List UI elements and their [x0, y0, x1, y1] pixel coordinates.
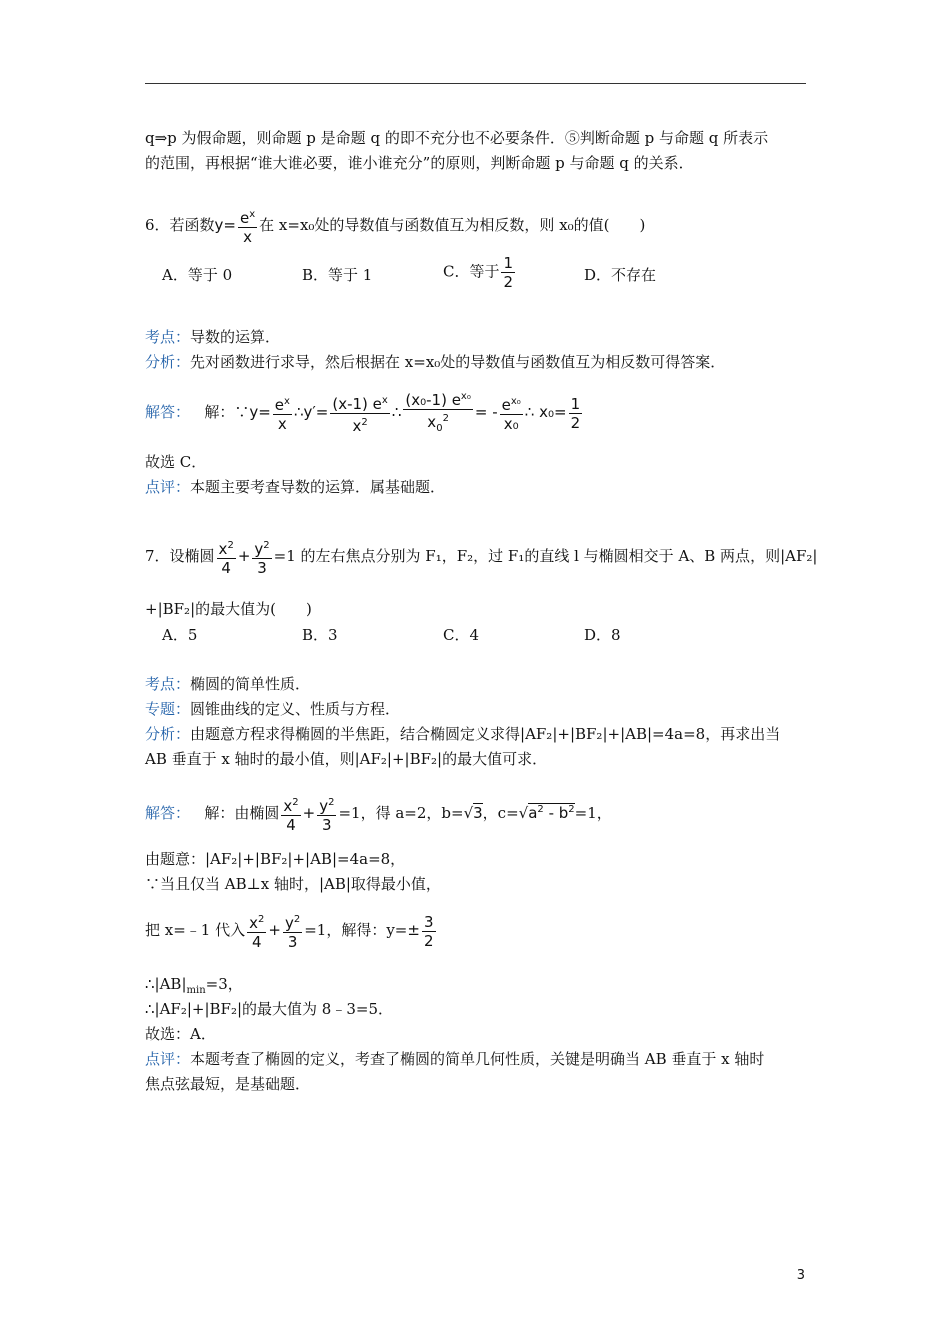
q7-stem: 7．设椭圆 $\frac{x^2}{4}$ + $\frac{y^2}{3}$ =1 的左右焦点分别为 F₁，F₂，过 F₁的直线 l 与椭圆相交于 A、B 两点，则|AF₂| [145, 537, 817, 577]
q6-sol-yp: ∴y′= [293, 403, 329, 421]
q6-solution [145, 388, 584, 438]
q7-line-e: ∴|AF₂|+|BF₂|的最大值为 8﹣3=5． [145, 1000, 393, 1018]
q6-func-sup: x [249, 209, 256, 220]
q6-option-b: B．等于 1 [302, 266, 373, 284]
q7-stem-pre: 7．设椭圆 [145, 547, 215, 565]
page-number: 3 [796, 1268, 805, 1283]
q7-kaodian-key: 考点： [145, 675, 191, 693]
q6-kaodian-text: 导数的运算． [190, 328, 281, 346]
q6-jieda-pre: 解：∵ [204, 403, 250, 421]
q7-option-d: D．8 [584, 626, 621, 644]
q6-option-a: A．等于 0 [162, 266, 233, 284]
header-rule [145, 83, 806, 84]
q7-zhuanti-key: 专题： [145, 700, 191, 718]
q7-line-c-mid: =1，解得：y= [304, 921, 408, 939]
q6-stem-pre: 6．若函数 [145, 216, 215, 234]
q6-stem-post: 在 x=x₀处的导数值与函数值互为相反数，则 x₀的值( ) [259, 216, 646, 234]
q7-guxuan: 故选：A． [145, 1025, 216, 1043]
q6-sol-frac3: $\frac{e^{x_0}}{\text{x₀}}$ [500, 393, 523, 433]
q6-fenxi-key: 分析： [145, 353, 191, 371]
q6-sol-half [569, 395, 583, 432]
q6-dianping-text: 本题主要考查导数的运算．属基础题． [190, 478, 446, 496]
q7-fenxi-key: 分析： [145, 725, 191, 743]
q6-jieda-key: 解答： [145, 403, 191, 421]
q6-sol-frac2-num: (x₀-1) e [405, 391, 461, 409]
q7-jieda-c-val: =1， [574, 804, 612, 822]
q6-sol-frac1: $\frac{(x-1) e^x}{x^2}$ [330, 392, 389, 435]
q6-option-c [443, 254, 517, 291]
q6-option-c-den: 2 [503, 273, 514, 291]
q6-dianping [145, 476, 445, 498]
q7-dianping-2: 焦点弦最短，是基础题． [145, 1075, 311, 1093]
q6-sol-frac0-den: x [277, 415, 287, 433]
q6-func-num: e [240, 209, 250, 227]
q7-option-b: B．3 [302, 626, 338, 644]
q6-sol-half-num: 1 [570, 394, 581, 413]
intro-line-1: q⇒p 为假命题，则命题 p 是命题 q 的即不充分也不必要条件．⑤判断命题 p 与命题 q 所表示 [145, 129, 769, 147]
q7-line-d-text: ∴|AB| [145, 975, 187, 993]
q7-line-c-frac-ans: $\frac{3}{2}$ [423, 912, 434, 950]
q6-option-c-frac [501, 254, 515, 291]
q7-zhuanti [145, 698, 400, 720]
q7-jieda-mid: =1，得 a=2，b= [338, 804, 464, 822]
q6-func-den: x [243, 228, 253, 246]
q6-fenxi [145, 351, 725, 373]
q6-func-y: y= [214, 216, 236, 234]
q6-option-c-num: 1 [503, 254, 514, 272]
q6-sol-frac1-den: x [352, 416, 362, 435]
q6-sol-x0: ∴ x₀= [524, 403, 567, 421]
q6-sol-frac0-sup: x [284, 396, 290, 407]
q6-sol-frac0 [273, 393, 292, 433]
q7-line-c-frac-y: $\frac{y^2}{3}$ [283, 911, 302, 951]
q7-jieda-pre: 解：由椭圆 [204, 804, 280, 822]
q7-kaodian-text: 椭圆的简单性质． [190, 675, 311, 693]
q6-sol-eq: = - [474, 403, 498, 421]
q7-stem-line2: +|BF₂|的最大值为( ) [145, 600, 312, 618]
q7-line-d-post: =3， [205, 975, 243, 993]
q7-option-a: A．5 [162, 626, 198, 644]
q7-sol-frac-x: $\frac{x^2}{4}$ [281, 794, 300, 834]
q6-sol-frac3-num: e [501, 396, 511, 414]
q6-sol-frac2-den: x [427, 413, 437, 431]
q6-stem [145, 206, 645, 246]
q6-option-c-label: C．等于 [443, 262, 500, 281]
q6-sol-therefore: ∴ [391, 403, 402, 421]
q6-sol-frac1-sup: x [381, 394, 388, 406]
q7-sol-frac-y: $\frac{y^2}{3}$ [317, 794, 336, 834]
q6-func-frac [238, 206, 257, 246]
q6-sol-frac2: $\frac{(x_0-1) e^{x_0}}{x_0^2}$ [403, 388, 472, 438]
intro-line-2: 的范围，再根据“谁大谁必要，谁小谁充分”的原则，判断命题 p 与命题 q 的关系． [145, 154, 694, 172]
q7-zhuanti-text: 圆锥曲线的定义、性质与方程． [190, 700, 401, 718]
q7-solution: 解答： 解：由椭圆 $\frac{x^2}{4}$ + $\frac{y^2}{3}$ =1，得 a=2，b=√3，$c=√a^2 - b^2=1$， [145, 794, 612, 834]
q7-jieda-key: 解答： [145, 804, 191, 822]
q6-guxuan: 故选 C． [145, 453, 207, 471]
q7-sqrt-c: $√a^2 - b^2$ [518, 804, 575, 822]
q7-dianping-1 [145, 1048, 764, 1070]
q6-option-d: D．不存在 [584, 266, 657, 284]
q7-line-b: ∵当且仅当 AB⊥x 轴时，|AB|取得最小值， [145, 875, 441, 893]
q6-kaodian [145, 326, 280, 348]
q7-jieda-c: ，c= [482, 804, 519, 822]
q6-kaodian-key: 考点： [145, 328, 191, 346]
q7-sqrt3: √3 [463, 804, 483, 822]
q7-option-c: C．4 [443, 626, 480, 644]
q6-sol-frac1-num: (x-1) e [332, 394, 382, 413]
q6-dianping-key: 点评： [145, 478, 191, 496]
q7-dianping-text-1: 本题考查了椭圆的定义，考查了椭圆的简单几何性质，关键是明确当 AB 垂直于 x 轴时 [190, 1050, 765, 1068]
q7-stem-frac-x: $\frac{x^2}{4}$ [217, 537, 236, 577]
q7-line-d-sub: min [186, 985, 206, 996]
q7-kaodian [145, 673, 310, 695]
q6-fenxi-text: 先对函数进行求导，然后根据在 x=x₀处的导数值与函数值互为相反数可得答案． [190, 353, 726, 371]
q7-line-c-pre: 把 x=﹣1 代入 [145, 921, 246, 939]
q6-sol-frac0-num: e [274, 396, 285, 414]
q6-sol-y: y= [249, 403, 271, 421]
q7-line-a: 由题意：|AF₂|+|BF₂|+|AB|=4a=8， [145, 850, 406, 868]
q7-fenxi-1 [145, 723, 780, 745]
q7-line-c: 把 x=﹣1 代入 $\frac{x^2}{4}$ + $\frac{y^2}{3}$ =1，解得：y=± $\frac{3}{2}$ [145, 912, 434, 951]
q7-stem-frac-y: $\frac{y^2}{3}$ [252, 537, 271, 577]
q6-sol-half-den: 2 [570, 413, 581, 432]
q7-stem-post: =1 的左右焦点分别为 F₁，F₂，过 F₁的直线 l 与椭圆相交于 A、B 两点，则|AF₂| [273, 547, 818, 565]
q7-dianping-key: 点评： [145, 1050, 191, 1068]
q7-line-c-frac-x: $\frac{x^2}{4}$ [247, 911, 266, 951]
q7-fenxi-text-1: 由题意方程求得椭圆的半焦距，结合椭圆定义求得|AF₂|+|BF₂|+|AB|=4a=8，再求出当 [190, 725, 781, 743]
q6-sol-frac3-den: x₀ [503, 415, 519, 433]
q7-fenxi-2: AB 垂直于 x 轴时的最小值，则|AF₂|+|BF₂|的最大值可求． [145, 750, 548, 768]
